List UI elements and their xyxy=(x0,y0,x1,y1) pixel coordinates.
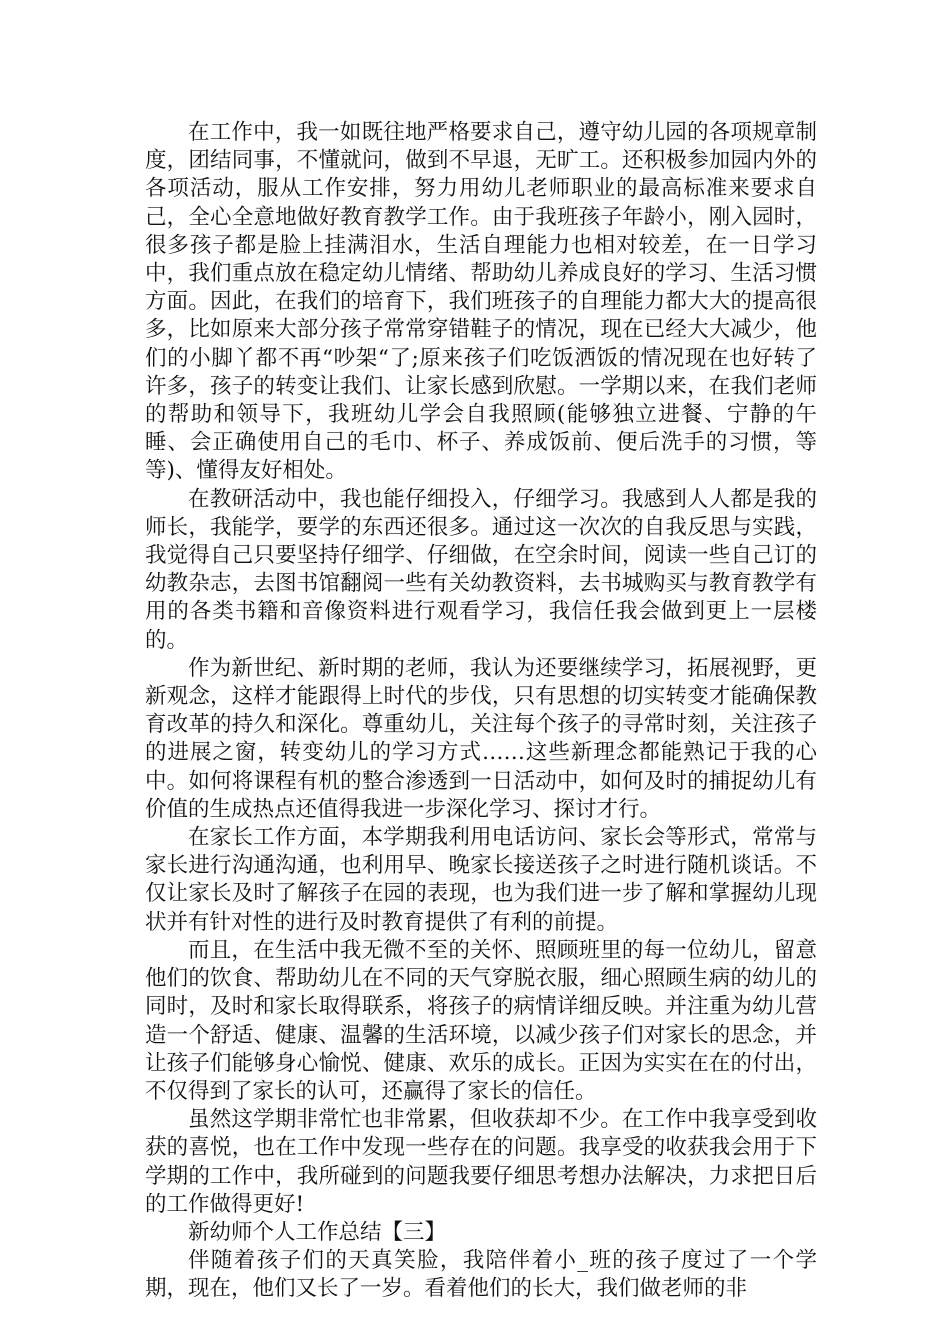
paragraph-daily-care: 而且，在生活中我无微不至的关怀、照顾班里的每一位幼儿，留意他们的饮食、帮助幼儿在不同的天气穿脱衣服，细心照顾生病的幼儿的同时，及时和家长取得联系，将孩子的病情详细反映。并注重为幼儿营造一个舒适、健康、温馨的生活环境，以减少孩子们对家长的思念，并让孩子们能够身心愉悦、健康、欢乐的成长。正因为实实在在的付出，不仅得到了家长的认可，还赢得了家长的信任。 xyxy=(145,937,817,1104)
document-page xyxy=(145,119,817,1304)
paragraph-daily-work: 在工作中，我一如既往地严格要求自己，遵守幼儿园的各项规章制度，团结同事，不懂就问，做到不早退，无旷工。还积极参加园内外的各项活动，服从工作安排，努力用幼儿老师职业的最高标准来要求自己，全心全意地做好教育教学工作。由于我班孩子年龄小，刚入园时，很多孩子都是脸上挂满泪水，生活自理能力也相对较差，在一日学习中，我们重点放在稳定幼儿情绪、帮助幼儿养成良好的学习、生活习惯方面。因此，在我们的培育下，我们班孩子的自理能力都大大的提高很多，比如原来大部分孩子常常穿错鞋子的情况，现在已经大大减少，他们的小脚丫都不再“吵架“了;原来孩子们吃饭洒饭的情况现在也好转了许多，孩子的转变让我们、让家长感到欣慰。一学期以来，在我们老师的帮助和领导下，我班幼儿学会自我照顾(能够独立进餐、宁静的午睡、会正确使用自己的毛巾、杯子、养成饭前、便后洗手的习惯，等等)、懂得友好相处。 xyxy=(145,120,817,484)
paragraph-section-three-intro: 伴随着孩子们的天真笑脸，我陪伴着小_班的孩子度过了一个学期，现在，他们又长了一岁。看着他们的长大，我们做老师的非 xyxy=(145,1248,817,1302)
paragraph-new-era-teacher: 作为新世纪、新时期的老师，我认为还要继续学习，拓展视野，更新观念，这样才能跟得上时代的步伐，只有思想的切实转变才能确保教育改革的持久和深化。尊重幼儿，关注每个孩子的寻常时刻，关注孩子的进展之窗，转变幼儿的学习方式……这些新理念都能熟记于我的心中。如何将课程有机的整合渗透到一日活动中，如何及时的捕捉幼儿有价值的生成热点还值得我进一步深化学习、探讨才行。 xyxy=(145,655,817,822)
paragraph-research-activities: 在教研活动中，我也能仔细投入，仔细学习。我感到人人都是我的师长，我能学，要学的东西还很多。通过这一次次的自我反思与实践，我觉得自己只要坚持仔细学、仔细做，在空余时间，阅读一些自己订的幼教杂志，去图书馆翻阅一些有关幼教资料，去书城购买与教育教学有用的各类书籍和音像资料进行观看学习，我信任我会做到更上一层楼的。 xyxy=(145,486,817,653)
paragraph-conclusion: 虽然这学期非常忙也非常累，但收获却不少。在工作中我享受到收获的喜悦，也在工作中发现一些存在的问题。我享受的收获我会用于下学期的工作中，我所碰到的问题我要仔细思考想办法解决，力求把日后的工作做得更好! xyxy=(145,1107,817,1217)
paragraph-parent-work: 在家长工作方面，本学期我利用电话访问、家长会等形式，常常与家长进行沟通沟通，也利用早、晚家长接送孩子之时进行随机谈话。不仅让家长及时了解孩子在园的表现，也为我们进一步了解和掌握幼儿现状并有针对性的进行及时教育提供了有利的前提。 xyxy=(145,825,817,935)
section-title: 新幼师个人工作总结【三】 xyxy=(188,1219,447,1245)
